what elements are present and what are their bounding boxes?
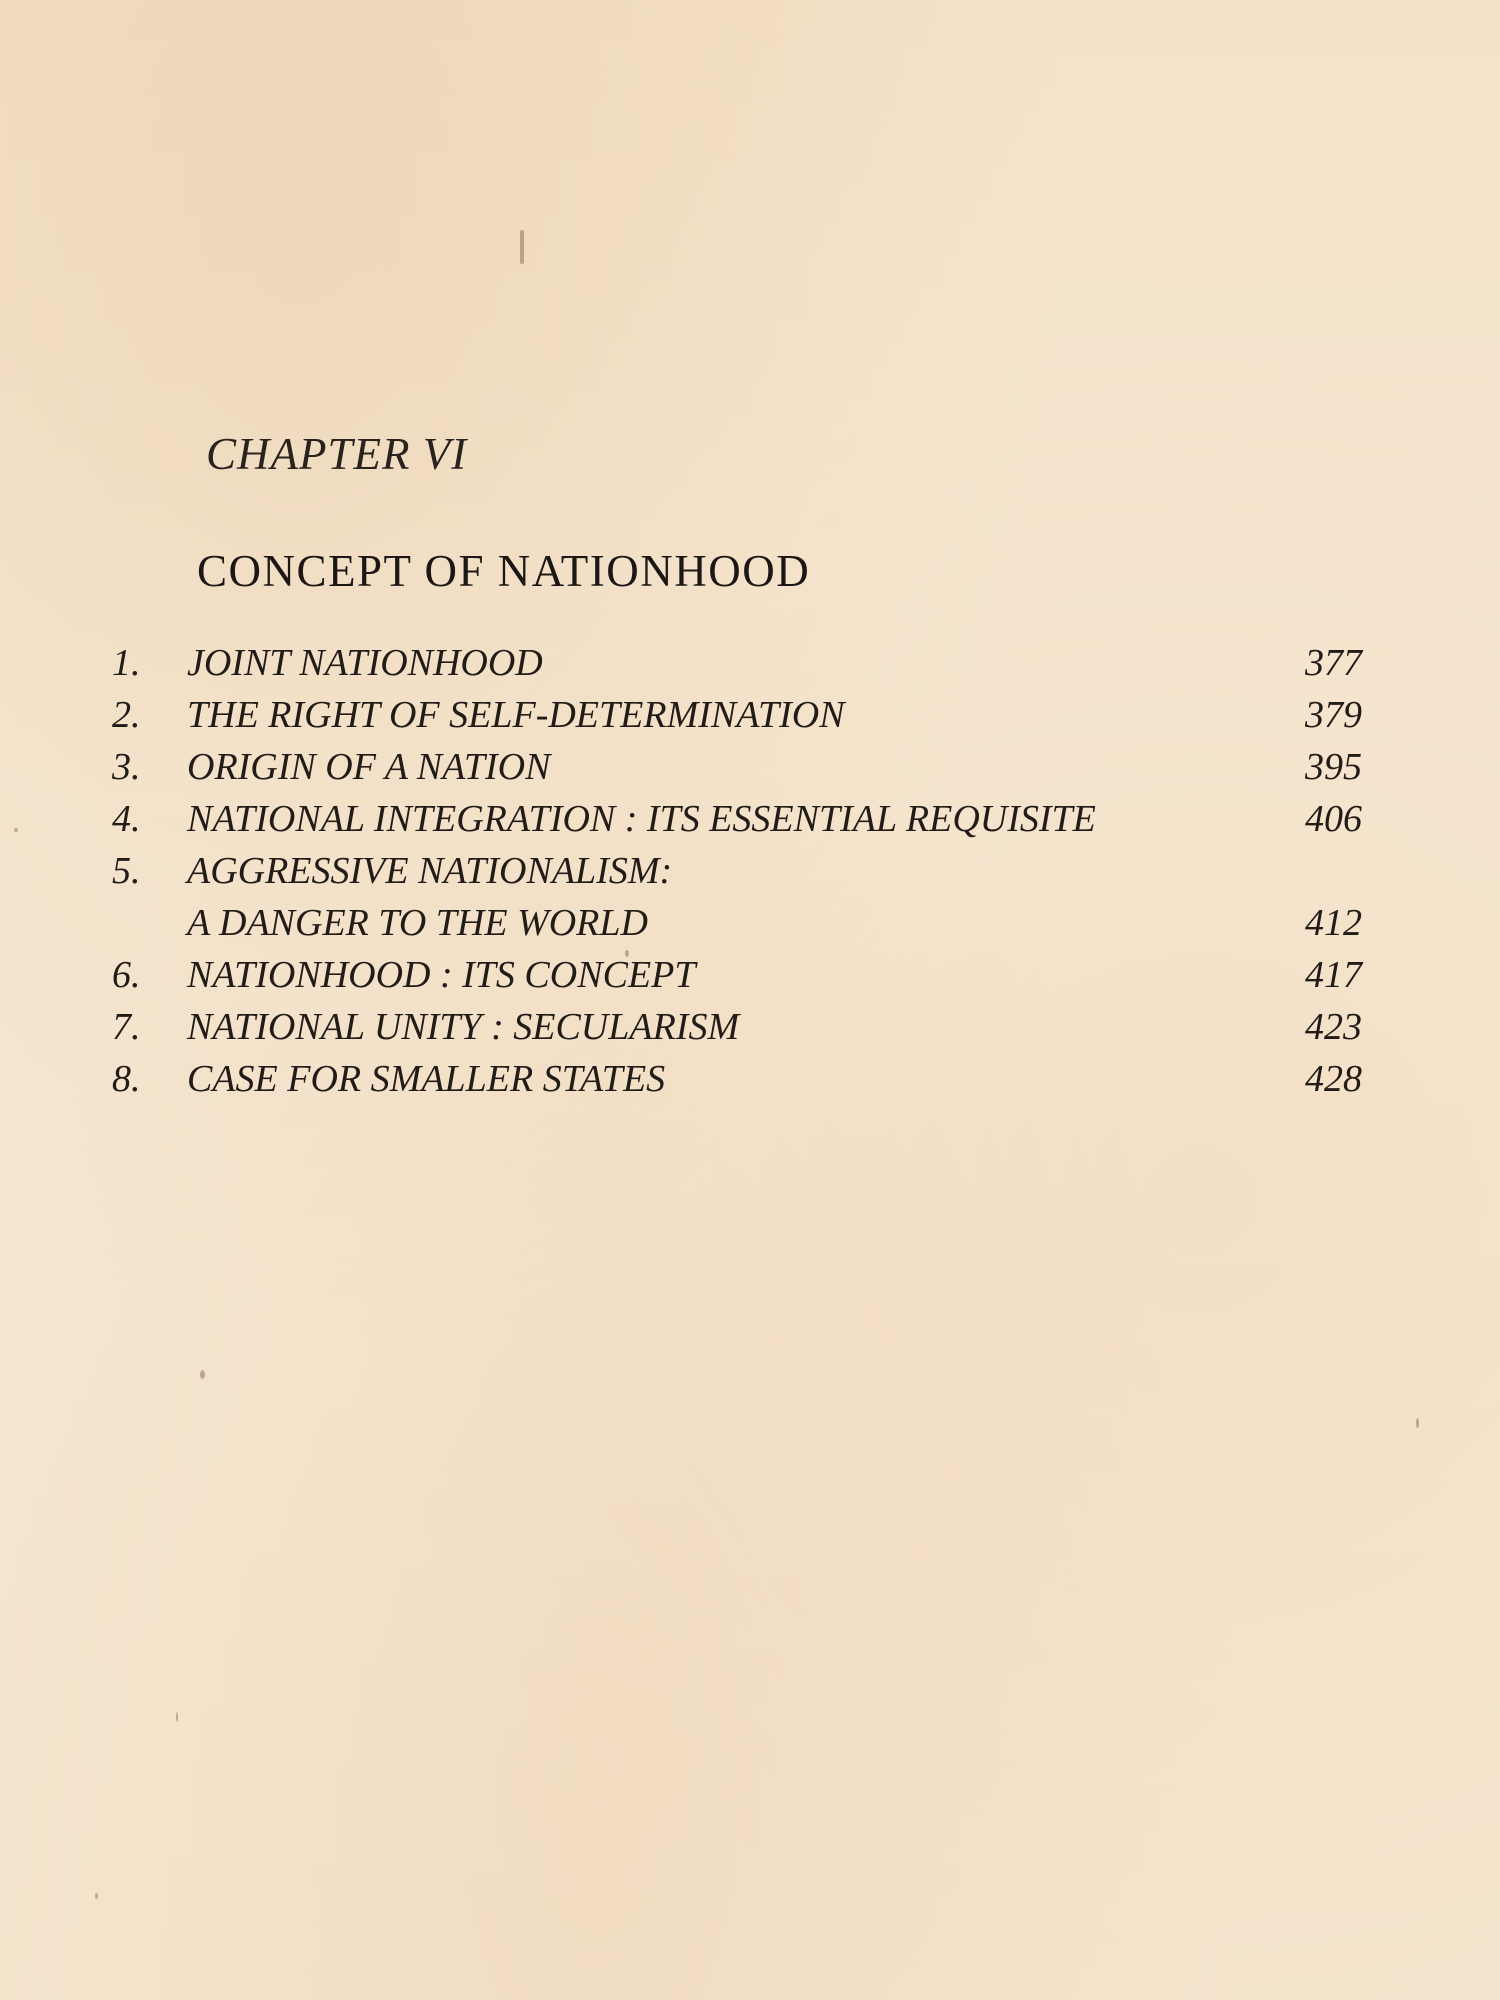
paper-speck [200, 1370, 205, 1379]
paper-speck [625, 950, 629, 957]
toc-entry [112, 693, 1362, 745]
paper-speck [520, 230, 524, 264]
paper-speck [176, 1712, 178, 1722]
toc-entry-number: 8. [112, 1058, 141, 1100]
toc-entry-continuation [112, 901, 1362, 953]
chapter-title: CONCEPT OF NATIONHOOD [197, 546, 811, 596]
toc-entry [112, 953, 1362, 1005]
toc-entry-number: 3. [112, 746, 141, 788]
toc-entry-number: 5. [112, 850, 141, 892]
toc-entry-number: 1. [112, 642, 141, 684]
chapter-label: CHAPTER VI [206, 429, 468, 479]
toc-entry-title: A DANGER TO THE WORLD [187, 902, 648, 944]
toc-entry-page: 428 [1305, 1058, 1362, 1100]
toc-entry-number: 4. [112, 798, 141, 840]
paper-speck [14, 828, 18, 832]
toc-entry [112, 641, 1362, 693]
toc-entry-number: 2. [112, 694, 141, 736]
toc-entry-page: 406 [1305, 798, 1362, 840]
toc-entry-page: 379 [1305, 694, 1362, 736]
paper-speck [1416, 1418, 1419, 1428]
paper-speck [95, 1893, 98, 1899]
toc-entry-page: 395 [1305, 746, 1362, 788]
toc-entry [112, 849, 1362, 901]
toc-entry [112, 745, 1362, 797]
toc-entry-page: 423 [1305, 1006, 1362, 1048]
toc-entry-title: AGGRESSIVE NATIONALISM: [187, 850, 673, 892]
toc-entry-number: 6. [112, 954, 141, 996]
toc-entry [112, 1005, 1362, 1057]
table-of-contents [112, 641, 1362, 1109]
toc-entry-title: NATIONAL INTEGRATION : ITS ESSENTIAL REQUISITE [187, 798, 1096, 840]
toc-entry-title: JOINT NATIONHOOD [187, 642, 543, 684]
toc-entry-title: NATIONAL UNITY : SECULARISM [187, 1006, 740, 1048]
toc-entry-title: CASE FOR SMALLER STATES [187, 1058, 666, 1100]
toc-entry-page: 377 [1305, 642, 1362, 684]
toc-entry [112, 1057, 1362, 1109]
toc-entry [112, 797, 1362, 849]
toc-entry-title: THE RIGHT OF SELF-DETERMINATION [187, 694, 845, 736]
toc-entry-page: 412 [1305, 902, 1362, 944]
toc-entry-title: NATIONHOOD : ITS CONCEPT [187, 954, 696, 996]
toc-entry-page: 417 [1305, 954, 1362, 996]
toc-entry-number: 7. [112, 1006, 141, 1048]
toc-entry-title: ORIGIN OF A NATION [187, 746, 551, 788]
